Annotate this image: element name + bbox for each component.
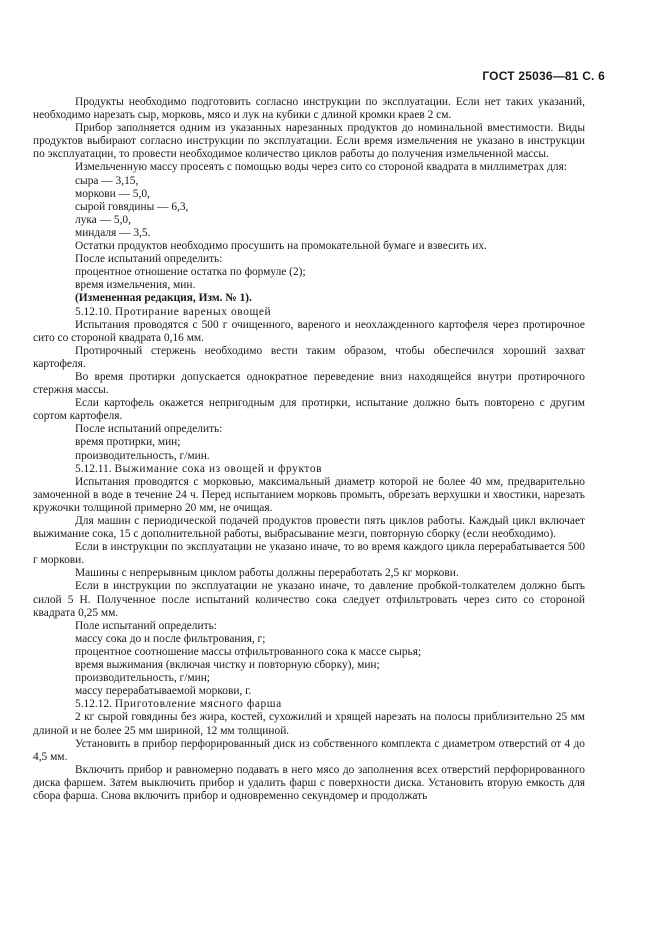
section-number: 5.12.10. [75,305,113,318]
list-item: производительность, г/мин. [75,449,210,462]
section-title: Выжимание сока из овощей и фруктов [114,462,323,475]
list-item: моркови — 5,0, [75,187,150,200]
list-item: лука — 5,0, [75,213,131,226]
section-title: Протирание вареных овощей [114,305,272,318]
list-item: массу перерабатываемой моркови, г. [75,685,252,698]
paragraph: Продукты необходимо подготовить согласно инструкции по эксплуатации. Если нет таких указаний, необходимо нарезать сыр, морковь, мясо и лук на кубики с длиной кромки краев 2 см. [33,96,585,122]
section-title: Приготовление мясного фарша [114,698,282,711]
paragraph: Прибор заполняется одним из указанных нарезанных продуктов до номинальной вместимости. Виды продуктов выбирают согласно инструкции по эксплуатации. Если время измельчения не указано в инструкции по эксплуатации, то провести необходимое количество циклов работы до получения измельченной массы. [33,122,585,161]
list-item: время измельчения, мин. [75,279,196,292]
list-item: процентное отношение остатка по формуле (2); [75,266,306,279]
paragraph: Во время протирки допускается однократное переведение вниз находящейся внутри протирочного стержня массы. [33,370,585,397]
list-item: сыра — 3,15, [75,174,139,187]
list-item: время выжимания (включая чистку и повторную сборку), мин; [75,659,380,672]
paragraph: Если в инструкции по эксплуатации не указано иначе, то давление пробкой-толкателем должно быть силой 5 Н. Полученное после испытаний количество сока следует отфильтровать через сито со стороной квадрата 0,25 мм. [33,580,585,619]
paragraph: Измельченную массу просеять с помощью воды через сито со стороной квадрата в миллиметрах для: [75,161,567,174]
list-item: сырой говядины — 6,3, [75,200,189,213]
paragraph: Испытания проводятся с морковью, максимальный диаметр которой не более 40 мм, предварительно замоченной в воде в течение 24 ч. Перед испытанием морковь промыть, обрезать верхушки и хвостики, нарезать кружочки толщиной примерно 20 мм, не очищая. [33,475,585,514]
section-number: 5.12.12. [75,698,113,711]
document-body [33,96,585,803]
paragraph: Для машин с периодической подачей продуктов провести пять циклов работы. Каждый цикл включает выжимание сока, 15 с дополнительной работы, выбрасывание мезги, повторную сборку (если необходимо). [33,515,585,541]
section-heading [33,463,585,476]
section-number: 5.12.11. [75,462,112,475]
section-heading [33,698,585,711]
paragraph: Протирочный стержень необходимо вести таким образом, чтобы обеспечился хороший захват картофеля. [33,344,585,370]
amendment-note: (Измененная редакция, Изм. № 1). [75,292,252,305]
paragraph: Включить прибор и равномерно подавать в него мясо до заполнения всех отверстий перфорированного диска фаршем. Затем выключить прибор и удалить фарш с поверхности диска. Установить вторую емкость для сбора фарша. Снова включить прибор и одновременно секундомер и продолжать [33,763,585,802]
paragraph: Испытания проводятся с 500 г очищенного, вареного и неохлажденного картофеля через протирочное сито со стороной квадрата 0,16 мм. [33,318,585,344]
list-item: миндаля — 3,5. [75,226,151,239]
paragraph: 2 кг сырой говядины без жира, костей, сухожилий и хрящей нарезать на полосы приблизительно 25 мм длиной и не более 25 мм шириной, 12 мм толщиной. [33,711,585,737]
page-header: ГОСТ 25036—81 С. 6 [482,69,605,83]
list-item: производительность, г/мин; [75,672,210,685]
paragraph: После испытаний определить: [75,423,223,436]
paragraph: Поле испытаний определить: [75,619,217,632]
paragraph: После испытаний определить: [75,253,223,266]
paragraph: Остатки продуктов необходимо просушить на промокательной бумаге и взвесить их. [75,240,487,253]
list-item: время протирки, мин; [75,436,181,449]
section-heading [33,306,585,319]
paragraph: Если картофель окажется непригодным для протирки, испытание должно быть повторено с другим сортом картофеля. [33,397,585,423]
paragraph: Машины с непрерывным циклом работы должны переработать 2,5 кг моркови. [75,567,459,580]
paragraph: Если в инструкции по эксплуатации не указано иначе, то во время каждого цикла перерабатывается 500 г моркови. [33,541,585,567]
paragraph: Установить в прибор перфорированный диск из собственного комплекта с диаметром отверстий от 4 до 4,5 мм. [33,737,585,763]
list-item: процентное соотношение массы отфильтрованного сока к массе сырья; [75,645,422,658]
list-item: массу сока до и после фильтрования, г; [75,632,266,645]
